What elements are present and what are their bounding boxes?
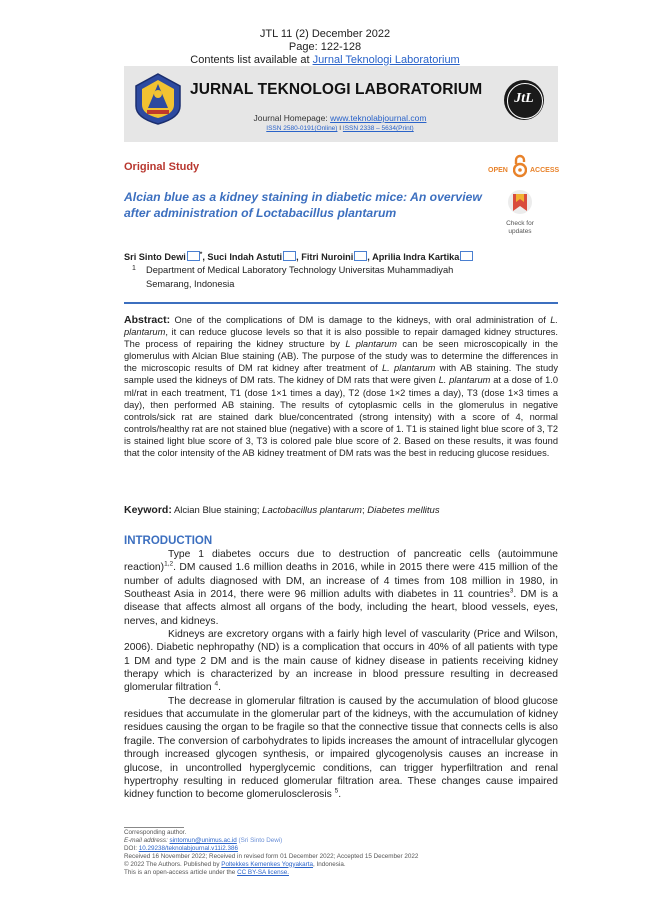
homepage-link[interactable]: www.teknolabjournal.com [330,113,427,123]
email-name: (Sri Sinto Dewi) [238,836,283,844]
affiliation-line2: Semarang, Indonesia [146,278,235,289]
license-link[interactable]: CC BY-SA license. [237,868,289,876]
journal-issue: JTL 11 (2) December 2022 [259,28,391,40]
author-name: Suci Indah Astuti [207,252,283,262]
corresponding-mark: * [199,250,203,258]
email-line [124,837,558,845]
abstract-text: , it can reduce glucose levels so that it is also possible to repair damaged kidney structures. The process of repairing the kidney structure by [124,327,558,350]
article-type: Original Study [124,161,200,173]
received-line: Received 16 November 2022; Received in revised form 01 December 2022; Accepted 15 December 2022 [124,852,419,860]
keyword-text: Alcian Blue staining; [171,505,263,516]
page-range: Page: 122-128 [288,41,362,53]
affiliation [124,264,544,291]
open-access-left: OPEN [488,167,508,174]
mail-icon[interactable] [187,251,200,261]
author-name: Fitri Nuroini [301,252,354,262]
homepage-prefix: Journal Homepage: [253,113,331,123]
doi-link[interactable]: 10.29238/teknolabjournal.v11i2.386 [138,844,239,852]
copyright-line [124,861,558,869]
intro-paragraph [124,695,558,802]
check-for-updates-badge[interactable] [498,189,542,239]
journal-homepage [190,113,490,123]
author-list: Sri Sinto Dewi *, Suci Indah Astuti , Fitri Nuroini , Aprilia Indra Kartika [124,251,554,262]
author-name: Sri Sinto Dewi [124,252,186,262]
intro-body [124,548,558,802]
contents-prefix: Contents list available at [190,54,313,66]
paragraph-text: . [338,789,342,801]
mail-icon[interactable] [283,251,296,261]
citation: 1,2 [164,560,174,568]
abstract-label: Abstract: [124,314,171,326]
email-link[interactable]: sintomun@unimus.ac.id [169,836,237,844]
species-name: L. plantarum [124,315,558,338]
journal-title: JURNAL TEKNOLOGI LABORATORIUM [190,81,483,98]
open-access-right: ACCESS [530,167,560,174]
abstract-text: with AB staining. The study sample used the kidneys of DM rats. The kidney of DM rats that were given [124,363,558,386]
doi-label: DOI: [124,844,139,852]
abstract-text: One of the complications of DM is damage to the kidneys, with oral administration of [170,315,551,325]
citation: 4 [214,681,219,689]
affiliation-line1: Department of Medical Laboratory Technology Universitas Muhammadiyah [146,265,454,275]
university-logo-icon [133,72,183,126]
keyword-text: ; [361,505,368,516]
paragraph-text: The decrease in glomerular filtration is caused by the accumulation of blood glucose residues that accumulate in the glomerular part of the kidneys, with the accumulation of kidney residues causing the organ to be fragile so that the connective tissue that connects cells is also fragile. The conversion of carbohydrates to lipids increases the amount of intracellular glycogen through increased glycogen synthesis, or impaired glycogenolysis causes an increase in glucose, in uncontrolled hyperglycemic conditions, can trigger hyperfiltration and renal hypertrophy resulting in reduced glomerular filtration area. These changes cause impaired kidney function to become glomerulosclerosis [124,695,558,801]
keyword-label: Keyword: [124,504,172,516]
check-updates-line1: Check for [506,220,534,227]
paragraph-text: Kidneys are excretory organs with a fairly high level of vascularity (Price and Wilson, 2006). Diabetic nephropathy (ND) is a complication that occurs in 40% of all patients with type 1 DM and type 2 DM and is the main cause of kidney disease in patients receiving kidney therapy which is characterized by an increase in blood pressure resulting in decreased glomerular filtration [124,629,558,694]
affiliation-number: 1 [132,265,136,272]
species-name: L. plantarum [438,375,491,386]
paragraph-text: . [218,682,221,694]
article-title: Alcian blue as a kidney staining in diabetic mice: An overview after administration of Loctabacillus plantarum [124,190,482,220]
doi-line [124,845,558,853]
open-access-badge [488,154,568,182]
keywords [124,504,558,516]
species-name: L plantarum [345,339,398,350]
copyright-text: , Indonesia. [313,860,346,868]
mail-icon[interactable] [354,251,367,261]
citation: 5 [334,787,339,795]
intro-paragraph [124,548,558,628]
issn-separator: I [337,125,343,132]
citation: 3 [509,587,514,595]
issn-print-link[interactable]: ISSN 2338 – 5634(Print) [342,125,414,132]
contents-list [0,54,650,66]
footnote [124,829,558,876]
contents-link[interactable]: Jurnal Teknologi Laboratorium [312,54,460,66]
paragraph-text: . DM is a disease that affects almost all organs of the body, including the heart, blood vessels, eyes, nerves, and kidneys. [124,589,558,627]
publisher-link[interactable]: Poltekkes Kemenkes Yogyakarta [221,860,314,868]
keyword-disease: Diabetes mellitus [367,505,440,516]
intro-paragraph [124,628,558,695]
license-text: This is an open-access article under the [124,868,238,876]
open-lock-icon [513,154,527,178]
issn-line [190,125,490,132]
issn-online-link[interactable]: ISSN 2580-0191(Online) [266,125,338,132]
author-name: Aprilia Indra Kartika [372,252,460,262]
section-divider [124,302,558,304]
paragraph-text: . DM caused 1.6 million deaths in 2016, while in 2015 there were 415 million of the number of adults diagnosed with DM, an increase of 4 times from 108 million in 1980, in Southeast Asia in 2014, there were 96 million adults with diabetes in 11 countries [124,562,558,601]
bookmark-icon [498,189,542,215]
check-updates-line2: updates [508,228,532,235]
paragraph-text: Type 1 diabetes occurs due to destruction of pancreatic cells (autoimmune reaction) [124,549,558,574]
keyword-species: Lactobacillus plantarum [262,505,362,516]
abstract-text: at a dose of 1.0 ml/rat in each treatment, T1 (dose 1×1 times a day), T2 (dose 1×2 times a day), T3 (dose 1×3 times a day), then performed AB staining. The results of cytoplasmic cells in the glomerulus in negative controls/sick rat are stained dark blue/concentrated (strong intensity) with a score of 4, normal controls/healthy rat are not stained blue (negative) with a score of 1. T1 is stained light blue score of 3, T2 is stained light blue score of 3, T3 is colored pale blue score of 2. Based on these results, it was found that the color intensity of the AB kidney treatment of DM rats was the best in reducing glucose residues. [124,375,558,459]
abstract-text: can be seen microscopically in the glomerulus with Alcian Blue staining (AB). The purpose of the study was to determine the differences in the microscopic results of DM rat kidney after treatment of [124,339,558,374]
journal-logo-icon [504,80,544,120]
mail-icon[interactable] [460,251,473,261]
copyright-text: © 2022 The Authors. Published by [124,860,222,868]
intro-heading: INTRODUCTION [124,535,213,547]
species-name: L. plantarum [381,363,436,374]
footnote-rule [124,827,184,828]
license-line [124,869,558,877]
journal-logo-text: JtL [514,91,534,106]
abstract [124,314,558,459]
corresponding-label: Corresponding author. [124,829,187,836]
email-label: E-mail address: [124,836,170,844]
